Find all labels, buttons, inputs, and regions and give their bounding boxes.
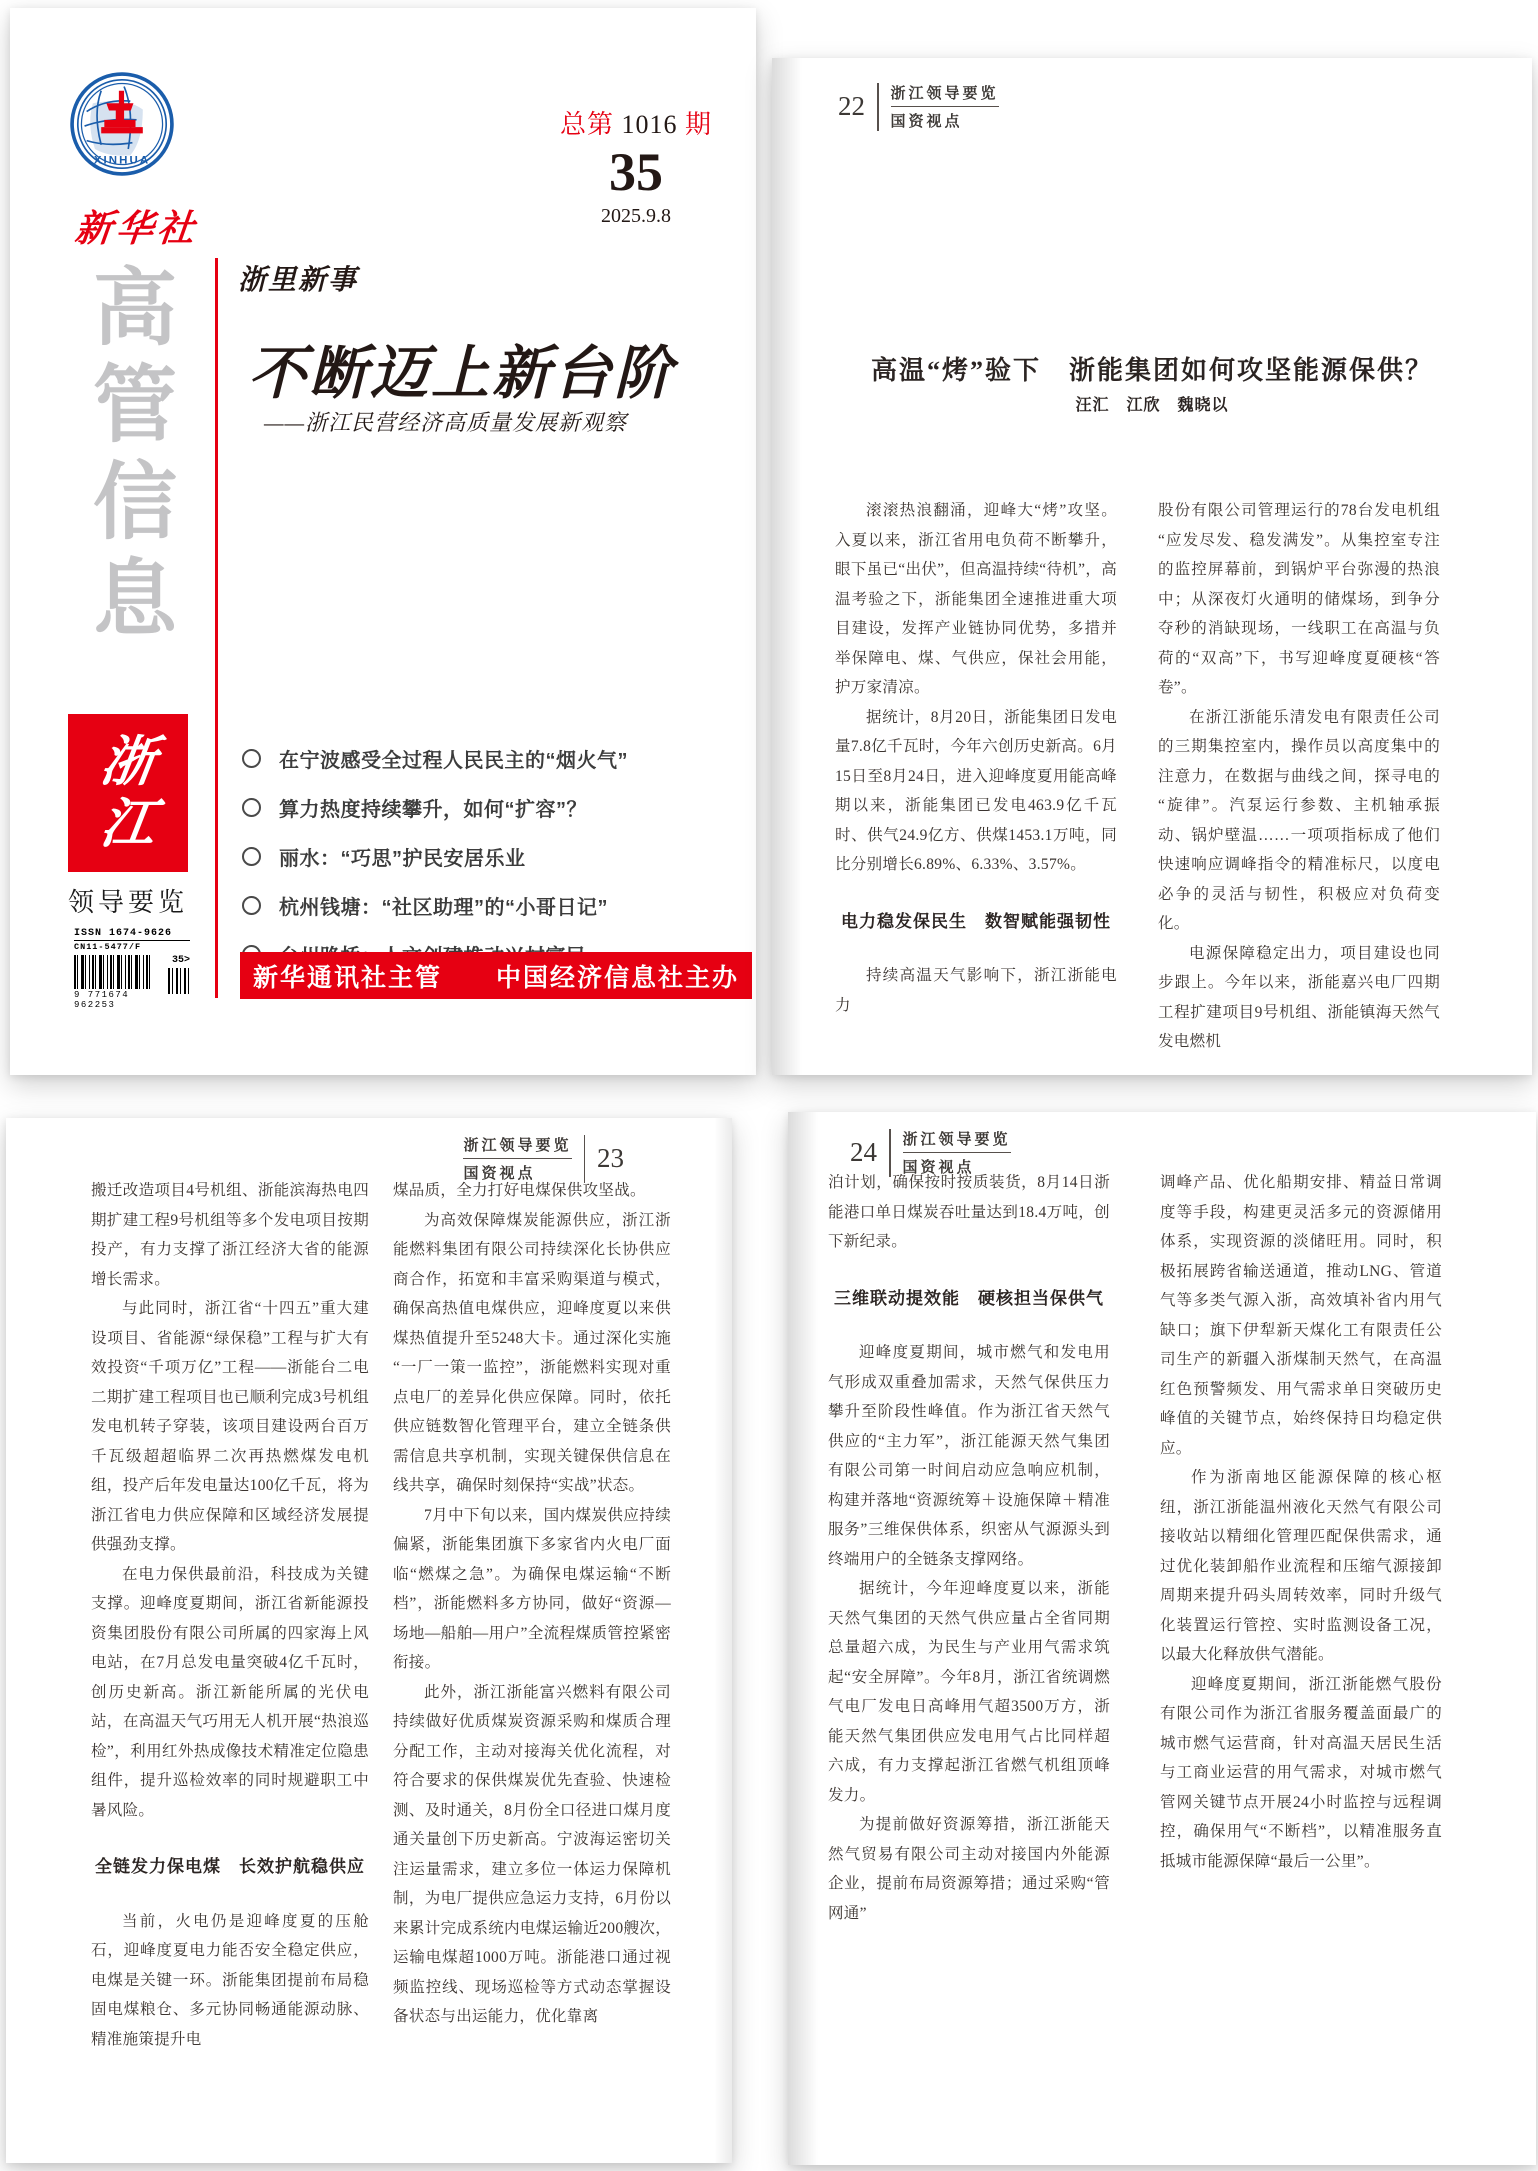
column-subheading: 三维联动提效能 硬核担当保供气 [834,1288,1104,1308]
logo-wordmark: XINHUA [93,154,151,167]
publisher-bar [240,952,752,999]
masthead-vertical [80,260,190,648]
cover-subtitle: ——浙江民营经济高质量发展新观察 [264,410,628,435]
body-paragraph: 为提前做好资源筹措，浙江浙能天然气贸易有限公司主动对接国内外能源企业，提前布局资源筹措；通过采购“管网通” [828,1816,1110,1922]
barcode-side-tag: 35> [171,955,190,966]
page-number: 24 [850,1137,877,1167]
toc-item-label: 算力热度持续攀升，如何“扩容”？ [279,799,587,821]
body-paragraph: 煤品质，全力打好电煤保供攻坚战。 [393,1182,646,1199]
body-paragraph: 据统计，8月20日，浙能集团日发电量7.8亿千瓦时，今年六创历史新高。6月15日至8月24日，进入迎峰度夏用能高峰期以来，浙能集团已发电463.9亿千瓦时、供气24.9亿方、供煤1453.1万吨，同比分别增长6.89%、6.33%、3.57%。 [835,708,1117,873]
cover-main-title: 不断迈上新台阶 [248,341,676,406]
body-paragraph: 持续高温天气影响下，浙江浙能电力 [835,967,1117,1014]
province-seal [68,714,188,872]
masthead-char: 信 [92,455,177,549]
text-column-right [393,1176,671,2054]
issue-info [558,104,714,228]
page-number: 23 [597,1143,624,1173]
section-tag: 浙里新事 [238,264,359,295]
page-number: 22 [838,91,865,121]
header-section-label: 国资视点 [902,1159,975,1176]
toc-item [242,793,628,822]
province-char: 江 [96,794,160,854]
header-section-label: 国资视点 [890,113,963,130]
body-paragraph: 当前，火电仍是迎峰度夏的压舱石，迎峰度夏电力能否安全稳定供应，电煤是关键一环。浙能集团提前布局稳固电煤粮仓、多元协同畅通能源动脉、精准施策提升电 [91,1912,369,2048]
publisher-bar-text: 新华通讯社主管 中国经济信息社主办 [252,963,739,992]
body-paragraph: 在电力保供最前沿，科技成为关键支撑。迎峰度夏期间，浙江省新能源投资集团股份有限公司所属的四家海上风电站，在7月总发电量突破4亿千瓦时，创历史新高。浙江新能所属的光伏电站，在高温天气巧用无人机开展“热浪巡检”，利用红外热成像技术精准定位隐患组件，提升巡检效率的同时规避职工中暑风险。 [91,1565,369,1819]
article-authors: 汪汇 江欣 魏晓以 [1075,397,1229,414]
masthead-char: 管 [92,358,177,452]
masthead-char: 息 [92,552,177,646]
body-paragraph: 泊计划，确保按时按质装货，8月14日浙能港口单日煤炭吞吐量达到18.4万吨，创下新纪录。 [828,1174,1110,1250]
body-paragraph: 据统计，今年迎峰度夏以来，浙能天然气集团的天然气供应量占全省同期总量超六成，为民生与产业用气需求筑起“安全屏障”。今年8月，浙江省统调燃气电厂发电日高峰用气超3500万方，浙能天然气集团供应发电用气占比同样超六成，有力支撑起浙江省燃气机组顶峰发力。 [828,1580,1110,1804]
header-section-label: 国资视点 [463,1165,536,1182]
body-paragraph: 搬迁改造项目4号机组、浙能滨海热电四期扩建工程9号机组等多个发电项目按期投产，有力支撑了浙江经济大省的能源增长需求。 [91,1182,369,1288]
column-subheading: 全链发力保电煤 长效护航稳供应 [95,1857,365,1876]
toc-item [242,842,628,871]
body-paragraph: 为高效保障煤炭能源供应，浙江浙能燃料集团有限公司持续深化长协供应商合作，拓宽和丰富采购渠道与模式，确保高热值电煤供应，迎峰度夏以来供煤热值提升至5248大卡。通过深化实施“一厂一策一监控”，浙能燃料实现对重点电厂的差异化供应保障。同时，依托供应链数智化管理平台，建立全链条供需信息共享机制，实现关键保供信息在线共享，确保时刻保持“实战”状态。 [393,1211,671,1494]
body-paragraph: 7月中下旬以来，国内煤炭供应持续偏紧，浙能集团旗下多家省内火电厂面临“燃煤之急”。为确保电煤运输“不断档”，浙能燃料多方协同，做好“资源—场地—船舶—用户”全流程煤质管控紧密衔接。 [393,1506,671,1671]
body-paragraph: 迎峰度夏期间，浙江浙能燃气股份有限公司作为浙江省服务覆盖面最广的城市燃气运营商，针对高温天居民生活与工商业运营的用气需求，对城市燃气管网关键节点开展24小时监控与远程调控，确保用气“不断档”，以精准服务直抵城市能源保障“最后一公里”。 [1160,1675,1442,1870]
circle-bullet-icon [242,896,261,915]
text-columns [835,496,1440,1057]
toc-item [242,744,628,773]
barcode-digits: 9 771674 962253 [74,990,130,1010]
cn-number: CN11-5477/F [74,942,142,952]
body-paragraph: 调峰产品、优化船期安排、精益日常调度等手段，构建更灵活多元的资源储用体系，实现资源的淡储旺用。同时，积极拓展跨省输送通道，推动LNG、管道气等多类气源入浙，高效填补省内用气缺口；旗下伊犁新天煤化工有限责任公司生产的新疆入浙煤制天然气，在高温红色预警频发、用气需求单日突破历史峰值的关键节点，始终保持日均稳定供应。 [1160,1174,1442,1457]
page-24 [788,1112,1536,2165]
header-publication-label: 浙江领导要览 [903,1128,1011,1153]
text-columns [828,1168,1442,1928]
toc-item-label: 在宁波感受全过程人民民主的“烟火气” [279,750,628,772]
masthead-subtitle: 领导要览 [68,887,189,917]
header-publication-label: 浙江领导要览 [891,82,999,107]
agency-script: 新华社 [72,209,201,250]
column-subheading: 电力稳发保民生 数智赋能强韧性 [841,911,1111,931]
issue-number: 1016 [614,110,685,139]
issn-block [74,928,190,1010]
issue-prefix: 总第 [559,110,614,139]
body-paragraph: 迎峰度夏期间，城市燃气和发电用气形成双重叠加需求，天然气保供压力攀升至阶段性峰值。作为浙江省天然气供应的“主力军”，浙江能源天然气集团有限公司第一时间启动应急响应机制，构建并落地“资源统筹＋设施保障＋精准服务”三维保供体系，织密从气源源头到终端用户的全链条支撑网络。 [828,1344,1110,1568]
page-23 [6,1118,732,2163]
barcode-addon [168,968,190,994]
toc-item-label: 杭州钱塘：“社区助理”的“小哥日记” [279,897,608,919]
text-column-right [1158,496,1440,1057]
body-paragraph: 在浙江浙能乐清发电有限责任公司的三期集控室内，操作员以高度集中的注意力，在数据与曲线之间，探寻电的“旋律”。汽泵运行参数、主机轴承振动、锅炉壁温……一项项指标成了他们快速响应调峰指令的精准标尺，以度电必争的灵活与韧性，积极应对负荷变化。 [1158,708,1440,932]
body-paragraph: 作为浙南地区能源保障的核心枢纽，浙江浙能温州液化天然气有限公司接收站以精细化管理匹配保供需求，通过优化装卸船作业流程和压缩气源接卸周期来提升码头周转效率，同时升级气化装置运行管控、实时监测设备工况，以最大化释放供气潜能。 [1160,1469,1442,1663]
body-paragraph: 滚滚热浪翻涌，迎峰大“烤”攻坚。入夏以来，浙江省用电负荷不断攀升，眼下虽已“出伏”，但高温持续“待机”，高温考验之下，浙能集团全速推进重大项目建设，发挥产业链协同优势，多措并举保障电、煤、气供应，保社会用能，护万家清凉。 [835,502,1117,696]
header-divider [877,83,879,131]
xinhua-logo-icon [70,72,174,176]
page-header [838,82,999,131]
issn-number: ISSN 1674-9626 [74,928,190,941]
circle-bullet-icon [242,798,261,817]
body-paragraph: 股份有限公司管理运行的78台发电机组“应发尽发、稳发满发”。从集控室专注的监控屏幕前，到锅炉平台弥漫的热浪中；从深夜灯火通明的储煤场，到争分夺秒的消缺现场，一线职工在高温与负荷的“双高”下，书写迎峰度夏硬核“答卷”。 [1158,502,1440,696]
province-char: 浙 [96,732,160,792]
page-22 [772,58,1532,1075]
issue-date: 2025.9.8 [601,205,671,227]
red-divider-rule [215,258,218,998]
issue-big-number: 35 [609,142,663,202]
circle-bullet-icon [242,847,261,866]
article-title: 高温“烤”验下 浙能集团如何攻坚能源保供？ [870,356,1433,385]
body-paragraph: 电源保障稳定出力，项目建设也同步跟上。今年以来，浙能嘉兴电厂四期工程扩建项目9号机组、浙能镇海天然气发电燃机 [1158,944,1440,1050]
text-column-left [91,1176,369,2054]
barcode [74,955,152,989]
header-publication-label: 浙江领导要览 [463,1134,571,1159]
text-column-right [1160,1168,1442,1928]
text-columns [91,1176,671,2054]
text-column-left [835,496,1117,1057]
toc-item-label: 丽水：“巧思”护民安居乐业 [279,848,526,870]
toc-item [242,891,628,920]
masthead-char: 高 [92,261,177,355]
text-column-left [828,1168,1110,1928]
circle-bullet-icon [242,749,261,768]
body-paragraph: 与此同时，浙江省“十四五”重大建设项目、省能源“绿保稳”工程与扩大有效投资“千项万亿”工程——浙能台二电二期扩建工程项目也已顺利完成3号机组发电机转子穿装，该项目建设两台百万千瓦级超超临界二次再热燃煤发电机组，投产后年发电量达100亿千瓦，将为浙江省电力供应保障和区域经济发展提供强劲支撑。 [91,1300,369,1553]
issue-suffix: 期 [685,110,713,139]
cover-page [10,8,756,1075]
body-paragraph: 此外，浙江浙能富兴燃料有限公司持续做好优质煤炭资源采购和煤质合理分配工作，主动对接海关优化流程，对符合要求的保供煤炭优先查验、快速检测、及时通关，8月份全口径进口煤月度通关量创下历史新高。宁波海运密切关注运量需求，建立多位一体运力保障机制，为电厂提供应急运力支持，6月份以来累计完成系统内电煤运输近200艘次，运输电煤超1000万吨。浙能港口通过视频监控线、现场巡检等方式动态掌握设备状态与出运能力，优化靠离 [393,1683,671,2025]
issue-number-line [558,104,714,141]
